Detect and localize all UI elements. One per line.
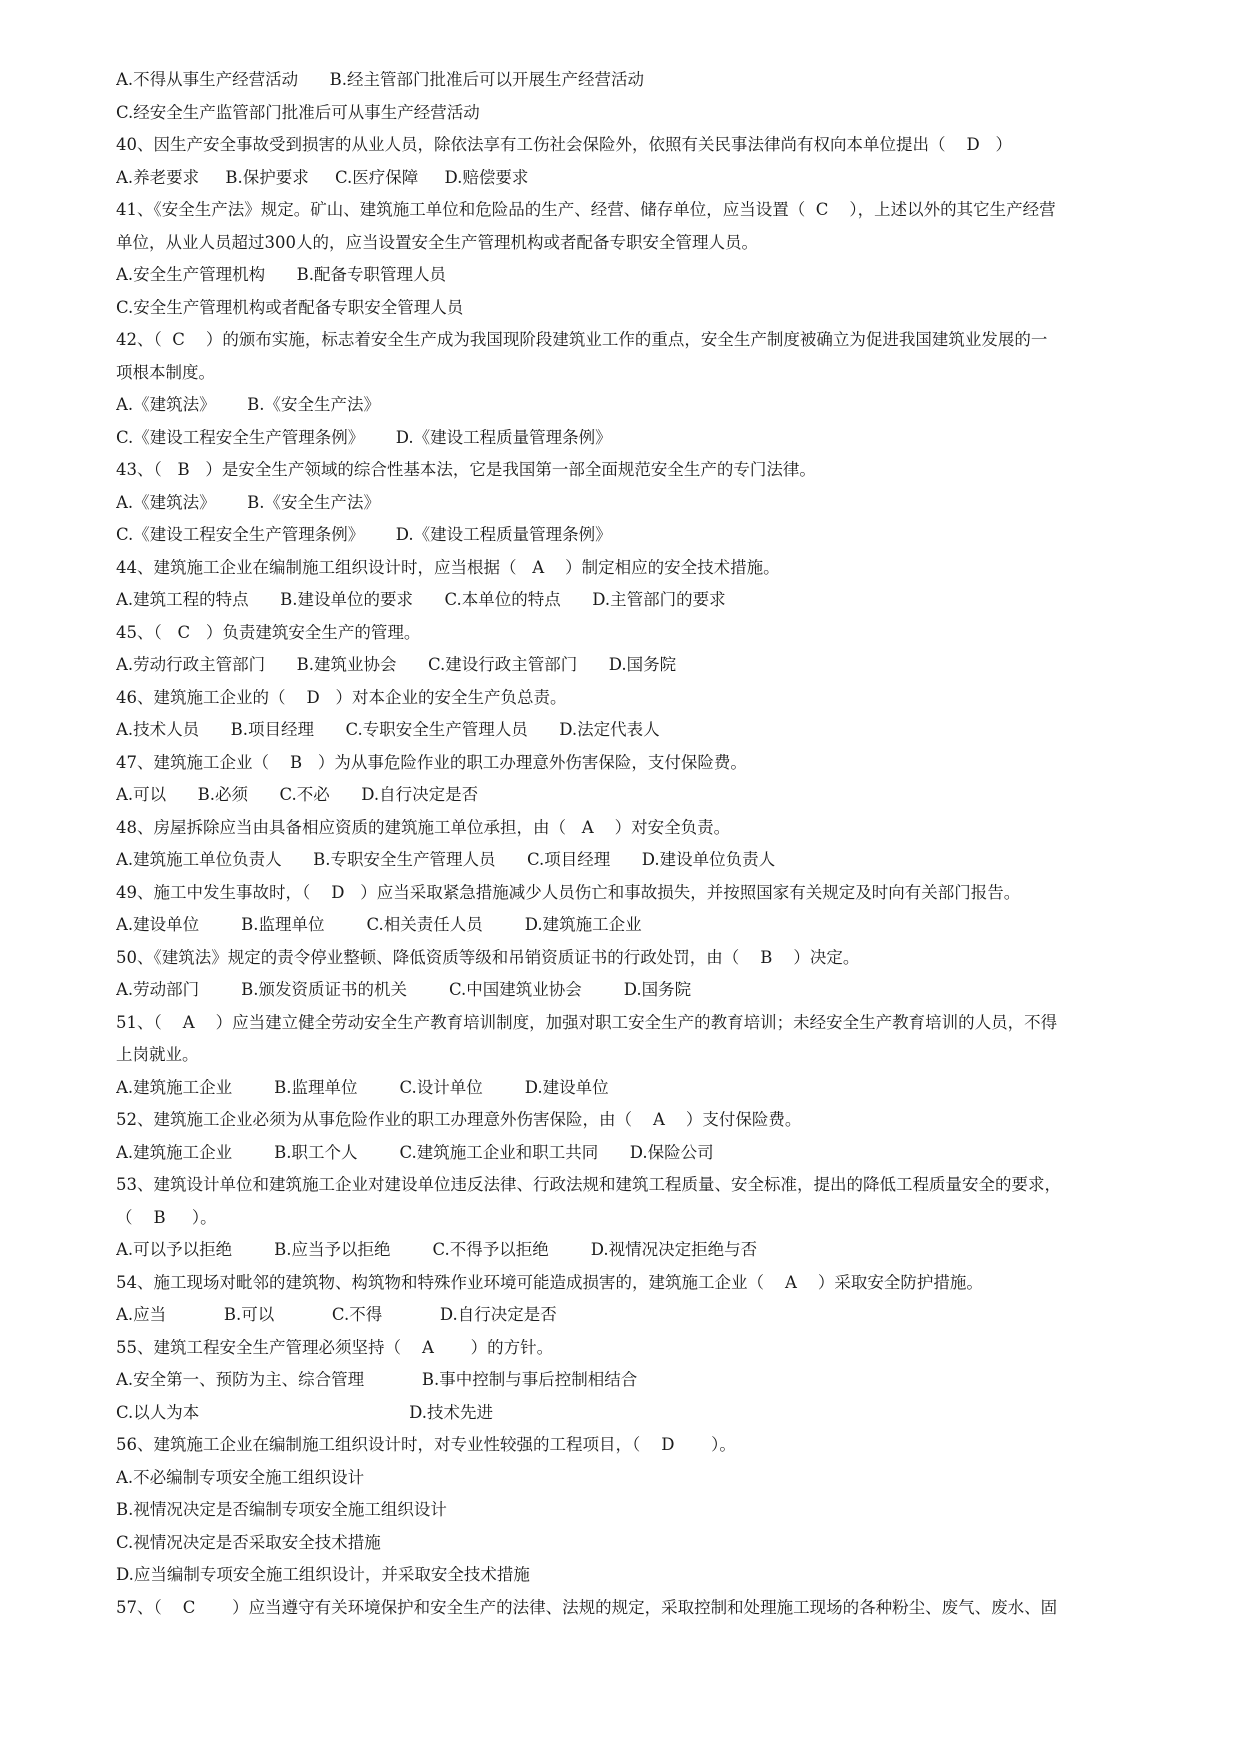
text-line: 44、建筑施工企业在编制施工组织设计时，应当根据（ A ）制定相应的安全技术措施。 (116, 557, 780, 577)
text-line: C.视情况决定是否采取安全技术措施 (116, 1532, 381, 1552)
text-line: 53、建筑设计单位和建筑施工企业对建设单位违反法律、行政法规和建筑工程质量、安全标准，提出的降低工程质量安全的要求， (116, 1175, 1061, 1194)
text-line: A.建筑施工企业 B.监理单位 C.设计单位 D.建设单位 (116, 1077, 609, 1097)
text-line: C.以人为本 D.技术先进 (116, 1402, 493, 1422)
text-line: A.应当 B.可以 C.不得 D.自行决定是否 (116, 1305, 557, 1324)
text-line: 55、建筑工程安全生产管理必须坚持（ A ）的方针。 (116, 1337, 554, 1357)
text-line: C.安全生产管理机构或者配备专职安全管理人员 (116, 297, 464, 317)
text-line: A.可以予以拒绝 B.应当予以拒绝 C.不得予以拒绝 D.视情况决定拒绝与否 (116, 1240, 758, 1259)
text-line: A.建筑工程的特点 B.建设单位的要求 C.本单位的特点 D.主管部门的要求 (116, 590, 726, 609)
text-line: 43、（ B ）是安全生产领域的综合性基本法，它是我国第一部全面规范安全生产的专门法律。 (116, 460, 816, 479)
text-line: A.养老要求 B.保护要求 C.医疗保障 D.赔偿要求 (116, 167, 529, 187)
text-line: A.不必编制专项安全施工组织设计 (116, 1467, 365, 1487)
text-line: A.安全第一、预防为主、综合管理 B.事中控制与事后控制相结合 (116, 1370, 638, 1389)
text-line: 上岗就业。 (116, 1045, 199, 1064)
text-line: 50、《建筑法》规定的责令停业整顿、降低资质等级和吊销资质证书的行政处罚，由（ B ）决定。 (116, 947, 860, 967)
text-line: 项根本制度。 (116, 362, 215, 382)
text-line: 51、（ A ）应当建立健全劳动安全生产教育培训制度，加强对职工安全生产的教育培训；未经安全生产教育培训的人员，不得 (116, 1012, 1058, 1032)
text-line: A.建设单位 B.监理单位 C.相关责任人员 D.建筑施工企业 (116, 915, 642, 934)
text-line: A.建筑施工单位负责人 B.专职安全生产管理人员 C.项目经理 D.建设单位负责人 (116, 850, 776, 869)
text-line: 54、施工现场对毗邻的建筑物、构筑物和特殊作业环境可能造成损害的，建筑施工企业（ A ）采取安全防护措施。 (116, 1272, 983, 1292)
text-line: A.劳动部门 B.颁发资质证书的机关 C.中国建筑业协会 D.国务院 (116, 980, 692, 999)
text-line: A.《建筑法》 B.《安全生产法》 (116, 395, 380, 414)
text-line: D.应当编制专项安全施工组织设计，并采取安全技术措施 (116, 1565, 530, 1584)
text-line: A.劳动行政主管部门 B.建筑业协会 C.建设行政主管部门 D.国务院 (116, 655, 677, 674)
text-line: 41、《安全生产法》规定。矿山、建筑施工单位和危险品的生产、经营、储存单位，应当设置（ C ），上述以外的其它生产经营 (116, 200, 1056, 219)
text-line: A.安全生产管理机构 B.配备专职管理人员 (116, 265, 446, 284)
text-line: 57、（ C ）应当遵守有关环境保护和安全生产的法律、法规的规定，采取控制和处理施工现场的各种粉尘、废气、废水、固 (116, 1597, 1058, 1617)
text-line: A.可以 B.必须 C.不必 D.自行决定是否 (116, 785, 479, 804)
text-line: C.《建设工程安全生产管理条例》 D.《建设工程质量管理条例》 (116, 525, 612, 544)
text-line: B.视情况决定是否编制专项安全施工组织设计 (116, 1500, 447, 1519)
text-line: A.技术人员 B.项目经理 C.专职安全生产管理人员 D.法定代表人 (116, 720, 660, 739)
text-line: 42、（ C ）的颁布实施，标志着安全生产成为我国现阶段建筑业工作的重点，安全生产制度被确立为促进我国建筑业发展的一 (116, 330, 1048, 349)
text-line: （ B ）。 (116, 1207, 217, 1227)
text-line: 56、建筑施工企业在编制施工组织设计时，对专业性较强的工程项目，（ D ）。 (116, 1435, 736, 1454)
text-line: C.经安全生产监管部门批准后可从事生产经营活动 (116, 102, 480, 122)
text-line: 单位，从业人员超过300人的，应当设置安全生产管理机构或者配备专职安全管理人员。 (116, 232, 758, 252)
text-line: 49、施工中发生事故时，（ D ）应当采取紧急措施减少人员伤亡和事故损失，并按照国家有关规定及时向有关部门报告。 (116, 882, 1021, 902)
text-line: A.建筑施工企业 B.职工个人 C.建筑施工企业和职工共同 D.保险公司 (116, 1142, 714, 1162)
text-line: 47、建筑施工企业（ B ）为从事危险作业的职工办理意外伤害保险，支付保险费。 (116, 752, 747, 772)
text-line: 46、建筑施工企业的（ D ）对本企业的安全生产负总责。 (116, 687, 567, 707)
text-line: 40、因生产安全事故受到损害的从业人员，除依法享有工伤社会保险外，依照有关民事法律尚有权向本单位提出（ D ） (116, 135, 1012, 154)
text-line: C.《建设工程安全生产管理条例》 D.《建设工程质量管理条例》 (116, 427, 612, 447)
text-line: 45、（ C ）负责建筑安全生产的管理。 (116, 622, 421, 642)
text-line: 52、建筑施工企业必须为从事危险作业的职工办理意外伤害保险，由（ A ）支付保险费。 (116, 1110, 802, 1129)
text-line: 48、房屋拆除应当由具备相应资质的建筑施工单位承担，由（ A ）对安全负责。 (116, 817, 731, 837)
text-line: A.《建筑法》 B.《安全生产法》 (116, 492, 380, 512)
text-line: A.不得从事生产经营活动 B.经主管部门批准后可以开展生产经营活动 (116, 70, 644, 89)
